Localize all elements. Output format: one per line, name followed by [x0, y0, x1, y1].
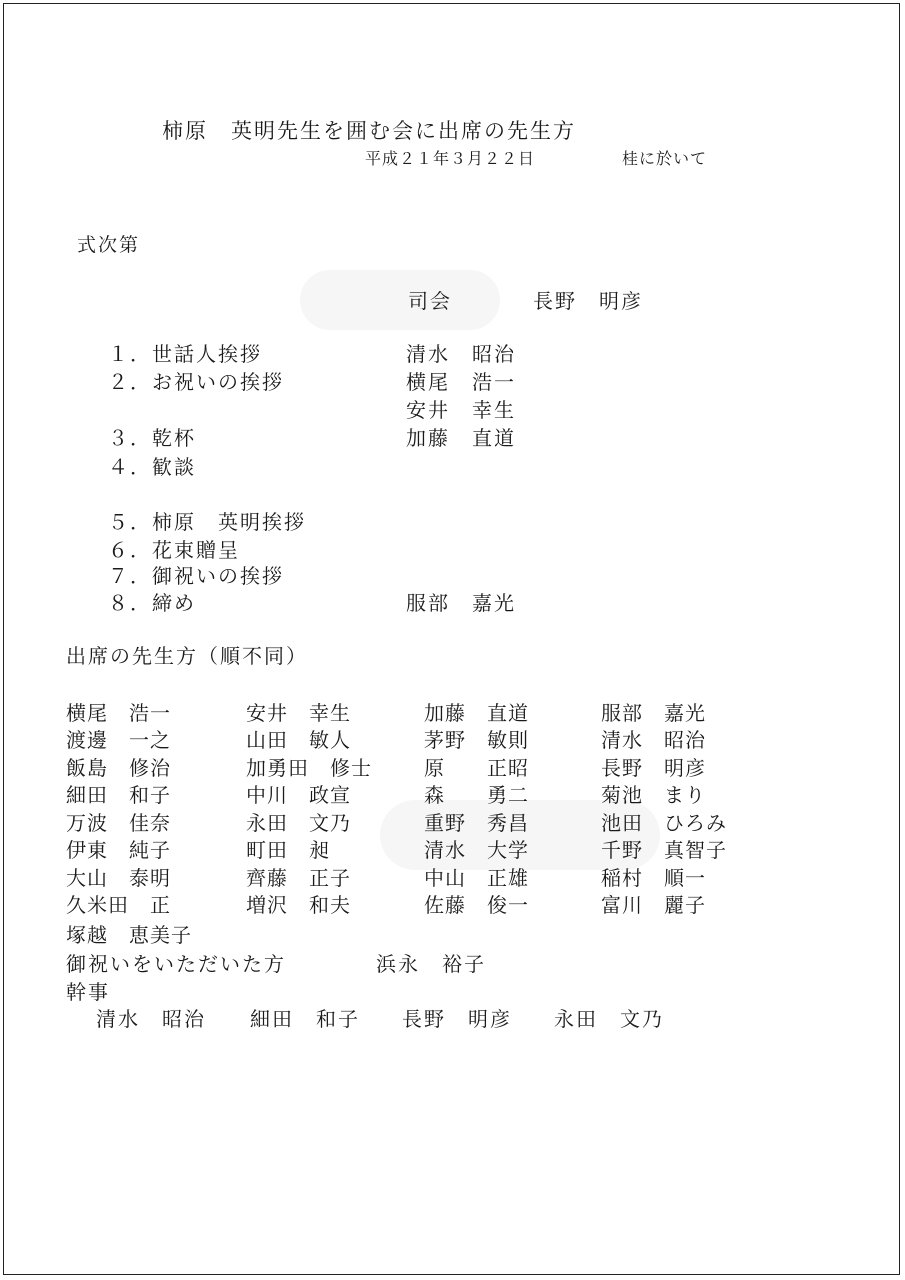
document-title: 柿原 英明先生を囲む会に出席の先生方	[162, 119, 576, 143]
attendee-name: 森 勇二	[424, 783, 529, 807]
program-heading: 式次第	[77, 234, 141, 256]
attendee-name: 稲村 順一	[601, 866, 706, 890]
attendee-name: 清水 昭治	[601, 728, 706, 752]
attendee-name: 原 正昭	[424, 756, 529, 780]
program-item: ２．お祝いの挨拶	[108, 370, 284, 394]
attendee-name: 佐藤 俊一	[424, 893, 529, 917]
program-item: １．世話人挨拶	[108, 342, 262, 366]
attendee-name: 万波 佳奈	[66, 811, 171, 835]
attendee-name: 服部 嘉光	[601, 701, 706, 725]
organizer-name: 細田 和子	[250, 1007, 360, 1031]
attendee-name: 重野 秀昌	[424, 811, 529, 835]
program-item-name: 加藤 直道	[406, 426, 516, 450]
attendee-name: 横尾 浩一	[66, 701, 171, 725]
program-item: ８．締め	[108, 591, 196, 615]
document-date: 平成２１年３月２２日	[365, 149, 536, 168]
program-item: ７．御祝いの挨拶	[108, 564, 284, 588]
scan-smudge	[300, 270, 500, 330]
attendee-name: 齊藤 正子	[246, 866, 351, 890]
program-item-name: 横尾 浩一	[406, 370, 516, 394]
attendee-name: 加藤 直道	[424, 701, 529, 725]
attendee-name: 久米田 正	[66, 893, 171, 917]
attendee-name: 茅野 敏則	[424, 728, 529, 752]
program-item-name: 安井 幸生	[406, 398, 516, 422]
attendee-name: 中川 政宣	[246, 783, 351, 807]
attendee-name: 永田 文乃	[246, 811, 351, 835]
attendee-name: 渡邊 一之	[66, 728, 171, 752]
organizer-name: 清水 昭治	[96, 1007, 206, 1031]
attendee-name: 富川 麗子	[601, 893, 706, 917]
mc-label: 司会	[408, 289, 452, 313]
attendee-name: 中山 正雄	[424, 866, 529, 890]
attendees-heading: 出席の先生方（順不同）	[66, 644, 308, 668]
document-page	[3, 3, 900, 1275]
attendee-name: 安井 幸生	[246, 701, 351, 725]
organizers-label: 幹事	[66, 980, 110, 1004]
attendee-name: 菊池 まり	[601, 783, 706, 807]
attendee-name: 塚越 恵美子	[66, 923, 192, 947]
attendee-name: 清水 大学	[424, 838, 529, 862]
attendee-name: 伊東 純子	[66, 838, 171, 862]
program-item: ６．花束贈呈	[108, 538, 240, 562]
program-item: ４．歓談	[108, 455, 196, 479]
mc-name: 長野 明彦	[533, 289, 643, 313]
attendee-name: 飯島 修治	[66, 756, 171, 780]
document-venue: 桂に於いて	[622, 149, 708, 168]
attendee-name: 細田 和子	[66, 783, 171, 807]
congratulations-name: 浜永 裕子	[376, 952, 486, 976]
attendee-name: 千野 真智子	[601, 838, 727, 862]
attendee-name: 加勇田 修士	[246, 756, 372, 780]
attendee-name: 町田 昶	[246, 838, 330, 862]
attendee-name: 増沢 和夫	[246, 893, 351, 917]
program-item-name: 清水 昭治	[406, 342, 516, 366]
attendee-name: 池田 ひろみ	[601, 811, 727, 835]
attendee-name: 大山 泰明	[66, 866, 171, 890]
program-item: ５．柿原 英明挨拶	[108, 510, 306, 534]
congratulations-label: 御祝いをいただいた方	[66, 952, 286, 976]
program-item-name: 服部 嘉光	[406, 591, 516, 615]
attendee-name: 長野 明彦	[601, 756, 706, 780]
organizer-name: 長野 明彦	[402, 1007, 512, 1031]
program-item: ３．乾杯	[108, 426, 196, 450]
attendee-name: 山田 敏人	[246, 728, 351, 752]
organizer-name: 永田 文乃	[554, 1007, 664, 1031]
